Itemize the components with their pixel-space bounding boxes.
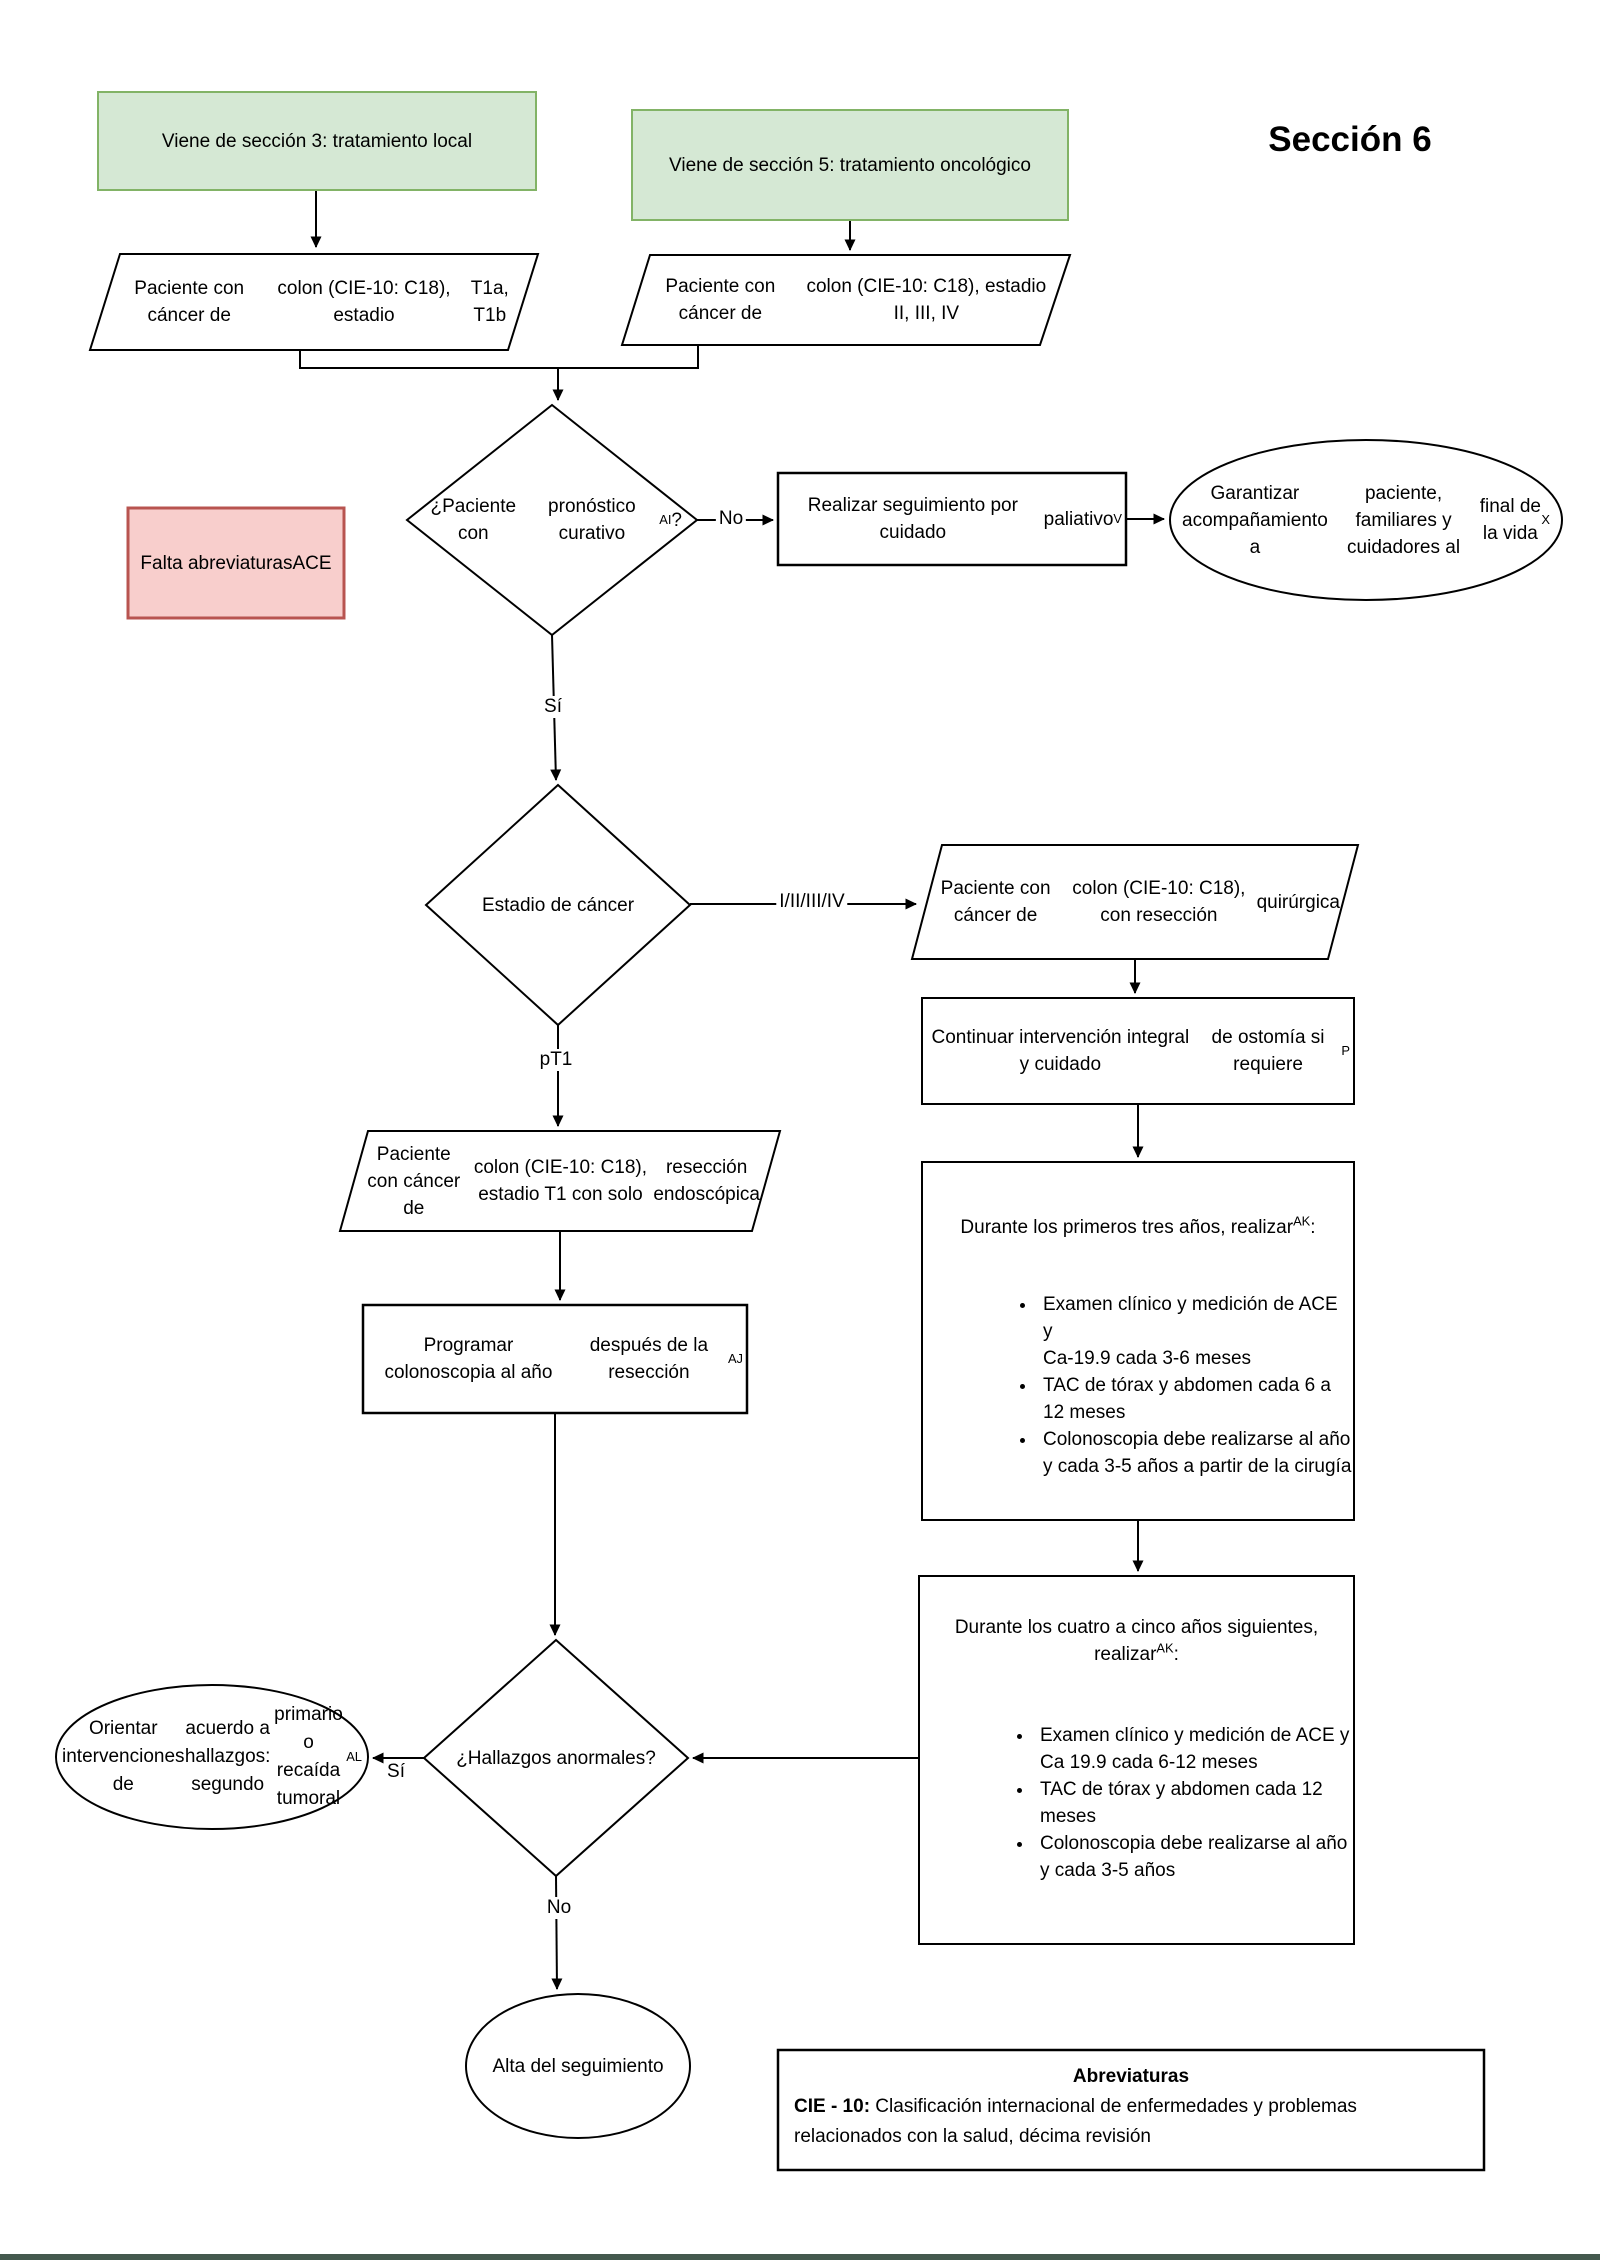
legend-term: CIE - 10: <box>794 2096 871 2117</box>
legend-entry <box>794 2092 1468 2152</box>
entry-section5-label: Viene de sección 5: tratamiento oncológico <box>669 154 1031 176</box>
first-three-years-list <box>924 1291 1352 1480</box>
edge-label-no-findings: No <box>544 1897 574 1919</box>
stage-decision-label: Estadio de cáncer <box>481 894 635 916</box>
first-three-years-note <box>924 1162 1352 1516</box>
legend-title: Abreviaturas <box>1072 2066 1190 2087</box>
palliative-followup-label: Realizar seguimiento por cuidado paliativo V <box>807 495 1122 543</box>
edge-label-stage-i-iv: I/II/III/IV <box>776 891 847 913</box>
abnormal-findings-label: ¿Hallazgos anormales? <box>456 1747 656 1769</box>
patient-stage234-label: Paciente con cáncer de colon (CIE-10: C18), estadio II, III, IV <box>665 276 1047 324</box>
edge-label-no-curative: No <box>716 508 746 530</box>
missing-abbreviations-label: Falta abreviaturas ACE <box>140 552 332 574</box>
connector-no-to-discharge <box>556 1876 557 1989</box>
footer-bar <box>0 2254 1600 2260</box>
following-years-list <box>921 1722 1352 1884</box>
curative-decision-label: ¿Paciente con pronóstico curativo AI ? <box>430 496 682 544</box>
list-item: • TAC de tórax y abdomen cada 12 meses <box>1034 1776 1352 1830</box>
end-of-life-label: Garantizar acompañamiento a paciente, familiares y cuidadores al final de la vida X <box>1182 482 1550 558</box>
list-item: • Examen clínico y medición de ACE y Ca 19.9 cada 6-12 meses <box>1034 1722 1352 1776</box>
legend-definition: Clasificación internacional de enfermedades y problemas relacionados con la salud, décima revisión <box>794 2096 1357 2147</box>
following-years-header: Durante los cuatro a cinco años siguientes, realizar$^{AK}$: <box>954 1617 1319 1665</box>
endoscopic-resection-label: Paciente con cáncer de colon (CIE-10: C18), estadio T1 con solo resección endoscópica <box>367 1143 761 1219</box>
guide-interventions-label: Orientar intervenciones de acuerdo a hallazgos: segundo primario o recaída tumoral AL <box>62 1704 362 1809</box>
page-title: Sección 6 <box>1268 120 1432 159</box>
surgical-resection-label: Paciente con cáncer de colon (CIE-10: C18), con resección quirúrgica <box>940 878 1340 926</box>
list-item: • TAC de tórax y abdomen cada 6 a 12 meses <box>1037 1372 1352 1426</box>
list-item: • Colonoscopia debe realizarse al año y cada 3-5 años <box>1034 1830 1352 1884</box>
schedule-colonoscopy-label: Programar colonoscopia al año después de la resección AJ <box>384 1335 743 1383</box>
first-three-years-header: Durante los primeros tres años, realizar$^{AK}$: <box>960 1213 1316 1238</box>
following-years-note <box>921 1576 1352 1940</box>
discharge-label: Alta del seguimiento <box>492 2055 664 2077</box>
list-item: • Colonoscopia debe realizarse al año y cada 3-5 años a partir de la cirugía <box>1037 1426 1352 1480</box>
integral-care-label: Continuar intervención integral y cuidado de ostomía si requiere P <box>931 1027 1350 1075</box>
patient-t1ab-label: Paciente con cáncer de colon (CIE-10: C18), estadio T1a, T1b <box>134 278 509 326</box>
abbreviations-legend <box>778 2050 1484 2170</box>
edge-label-yes-curative: Sí <box>541 696 565 718</box>
edge-label-pt1: pT1 <box>537 1049 576 1071</box>
entry-section3-label: Viene de sección 3: tratamiento local <box>161 130 473 152</box>
list-item: • Examen clínico y medición de ACE y Ca-19.9 cada 3-6 meses <box>1037 1291 1352 1372</box>
edge-label-yes-findings: Sí <box>384 1761 408 1783</box>
